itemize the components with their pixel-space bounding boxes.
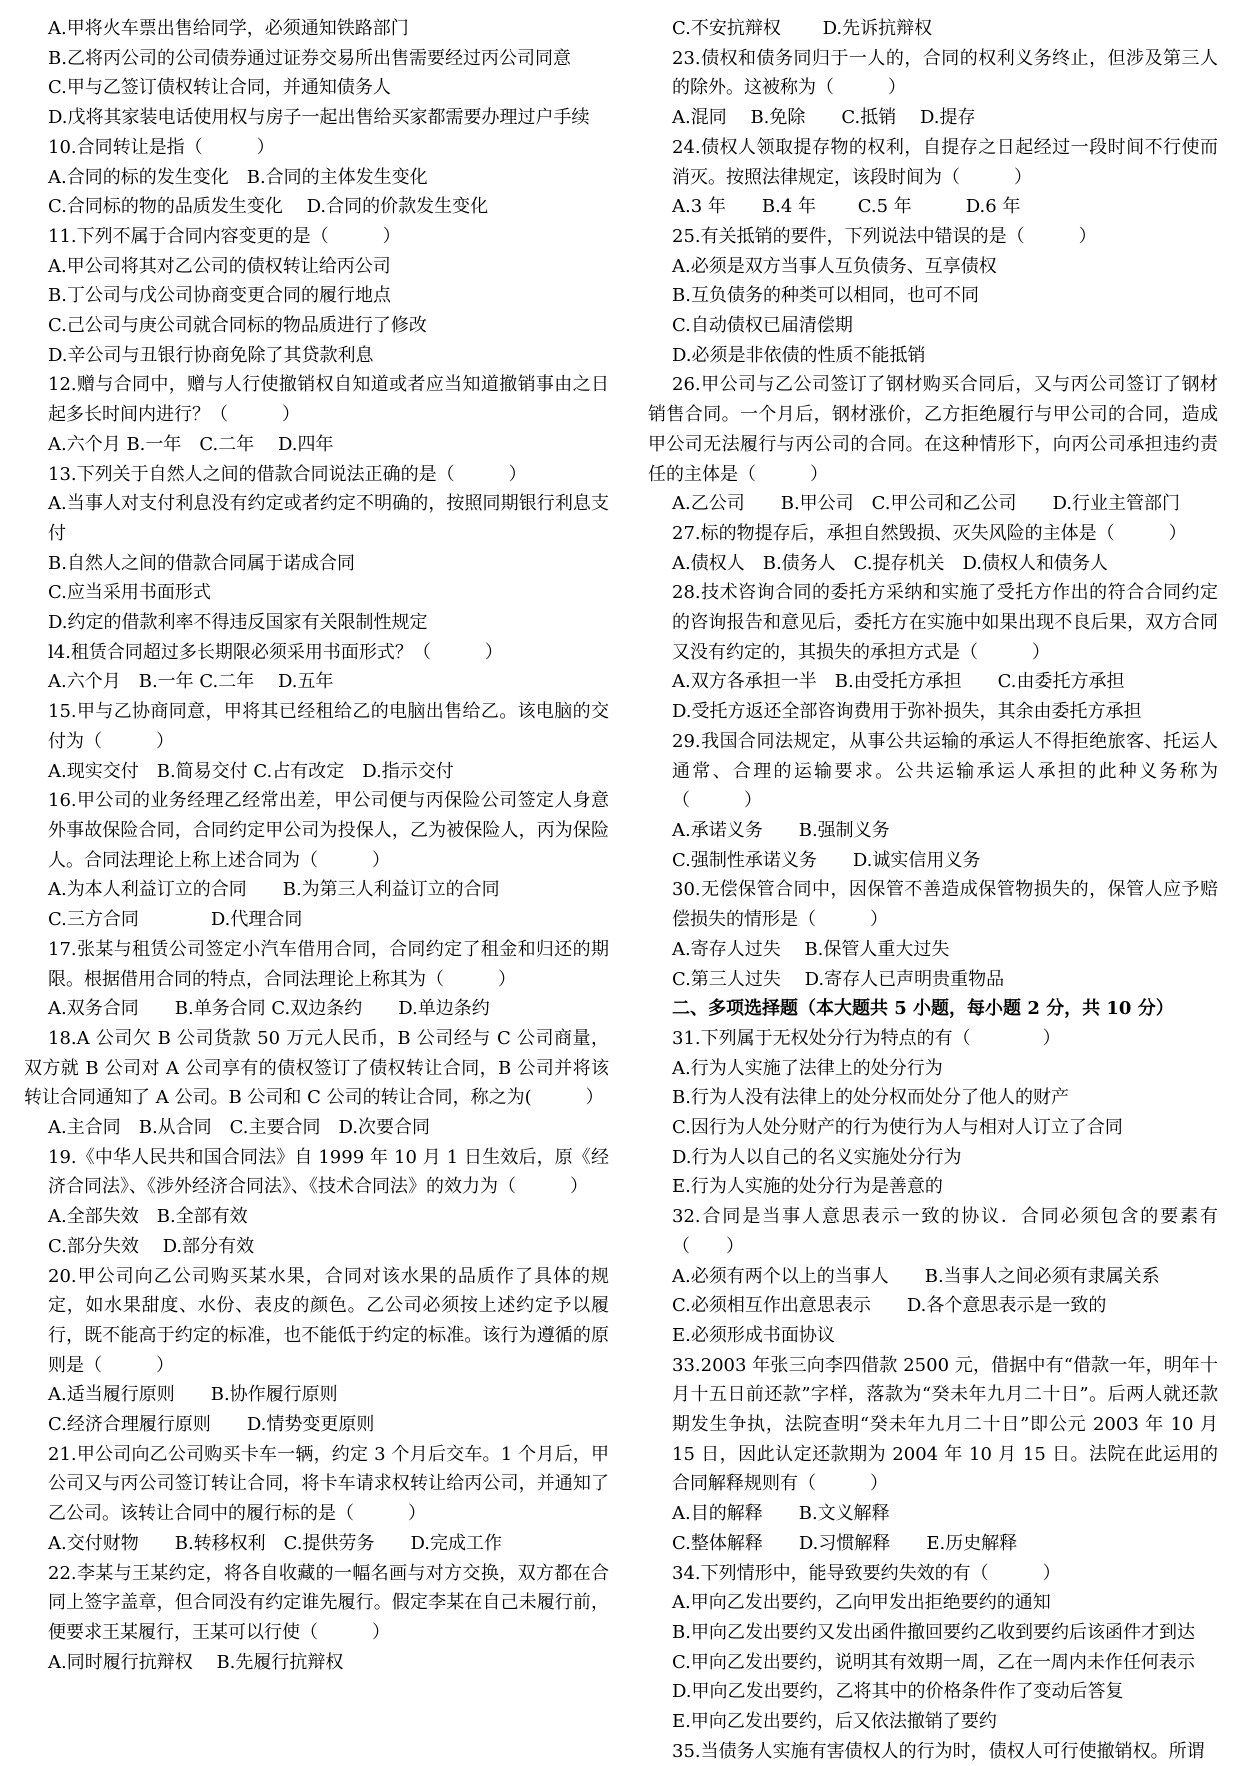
text-line: 20.甲公司向乙公司购买某水果，合同对该水果的品质作了具体的规定，如水果甜度、水份、表皮的颜色。乙公司必须按上述约定予以履行，既不能高于约定的标准，也不能低于约定的标准。该行为遵循的原则是（ ） (48, 1265, 609, 1376)
text-line: D.戊将其家装电话使用权与房子一起出售给买家都需要办理过户手续 (48, 107, 590, 129)
right-column (648, 14, 1218, 1766)
text-line: 29.我国合同法规定，从事公共运输的承运人不得拒绝旅客、托运人通常、合理的运输要求。公共运输承运人承担的此种义务称为（ ） (672, 730, 1218, 812)
text-line: D.行为人以自己的名义实施处分行为 (672, 1146, 962, 1168)
text-line: 23.债权和债务同归于一人的，合同的权利义务终止，但涉及第三人的除外。这被称为（ ） (672, 47, 1218, 99)
text-line: 33.2003 年张三向李四借款 2500 元，借据中有“借款一年，明年十月十五日前还款”字样，落款为“癸未年九月二十日”。后两人就还款期发生争执，法院查明“癸未年九月二十日”即公元 2003 年 10 月 15 日，因此认定还款期为 2004 年 10 月 15 日。法院在此运用的合同解释规则有（ ） (672, 1354, 1218, 1495)
text-line: C.经济合理履行原则 D.情势变更原则 (48, 1414, 375, 1436)
text-line: 21.甲公司向乙公司购买卡车一辆，约定 3 个月后交车。1 个月后，甲公司又与丙公司签订转让合同，将卡车请求权转让给丙公司，并通知了乙公司。该转让合同中的履行标的是（ ） (48, 1443, 609, 1525)
text-line: C.强制性承诺义务 D.诚实信用义务 (672, 849, 981, 871)
text-line: A.行为人实施了法律上的处分行为 (672, 1057, 943, 1079)
text-line: C.必须相互作出意思表示 D.各个意思表示是一致的 (672, 1295, 1107, 1317)
text-line: 32.合同是当事人意思表示一致的协议．合同必须包含的要素有（ ） (672, 1206, 1218, 1257)
text-line: C.部分失效 D.部分有效 (48, 1235, 255, 1257)
text-line: E.行为人实施的处分行为是善意的 (672, 1176, 943, 1198)
text-line: A.现实交付 B.简易交付 C.占有改定 D.指示交付 (48, 760, 454, 782)
text-line: A.寄存人过失 B.保管人重大过失 (672, 938, 950, 960)
text-line: D.受托方返还全部咨询费用于弥补损失，其余由委托方承担 (672, 701, 1142, 723)
text-line: 18.A 公司欠 B 公司货款 50 万元人民币，B 公司经与 C 公司商量，双方就 B 公司对 A 公司享有的债权签订了债权转让合同，B 公司并将该转让合同通知了 A 公司。B 公司和 C 公司的转让合同，称之为( ） (24, 1027, 609, 1109)
text-line: A.债权人 B.债务人 C.提存机关 D.债权人和债务人 (672, 552, 1109, 574)
text-line: 13.下列关于自然人之间的借款合同说法正确的是（ ） (48, 463, 527, 485)
text-line: A.必须有两个以上的当事人 B.当事人之间必须有隶属关系 (672, 1265, 1160, 1287)
text-line: C.应当采用书面形式 (48, 582, 211, 604)
text-line: A.3 年 B.4 年 C.5 年 D.6 年 (672, 196, 1021, 218)
text-line: C.合同标的物的品质发生变化 D.合同的价款发生变化 (48, 196, 489, 218)
text-line: C.甲与乙签订债权转让合同，并通知债务人 (48, 77, 391, 99)
text-line: A.双务合同 B.单务合同 C.双边条约 D.单边条约 (48, 998, 490, 1020)
text-line: A.为本人利益订立的合同 B.为第三人利益订立的合同 (48, 879, 500, 901)
text-line: B.行为人没有法律上的处分权而处分了他人的财产 (672, 1087, 1069, 1109)
text-line: 25.有关抵销的要件，下列说法中错误的是（ ） (672, 225, 1097, 247)
text-line: 30.无偿保管合同中，因保管不善造成保管物损失的，保管人应予赔偿损失的情形是（ ） (672, 879, 1218, 931)
text-line: A.交付财物 B.转移权利 C.提供劳务 D.完成工作 (48, 1532, 503, 1554)
text-line: 35.当债务人实施有害债权人的行为时，债权人可行使撤销权。所谓 (672, 1740, 1205, 1762)
text-line: 31.下列属于无权处分行为特点的有（ ） (672, 1027, 1061, 1049)
text-line: A.甲公司将其对乙公司的债权转让给丙公司 (48, 255, 391, 277)
text-line: 16.甲公司的业务经理乙经常出差，甲公司便与丙保险公司签定人身意外事故保险合同，合同约定甲公司为投保人，乙为被保险人，丙为保险人。合同法理论上称上述合同为（ ） (48, 790, 609, 871)
text-line: 28.技术咨询合同的委托方采纳和实施了受托方作出的符合合同约定的咨询报告和意见后，委托方在实施中如果出现不良后果，双方合同又没有约定的，其损失的承担方式是（ ） (672, 582, 1218, 663)
text-line: C.己公司与庚公司就合同标的物品质进行了修改 (48, 315, 427, 337)
text-line: 19.《中华人民共和国合同法》自 1999 年 10 月 1 日生效后，原《经济合同法》、《涉外经济合同法》、《技术合同法》的效力为（ ） (48, 1146, 609, 1198)
left-column (24, 14, 609, 1677)
text-line: A.双方各承担一半 B.由受托方承担 C.由委托方承担 (672, 671, 1125, 693)
text-line: A.六个月 B.一年 C.二年 D.五年 (48, 671, 334, 693)
text-line: 11.下列不属于合同内容变更的是（ ） (48, 225, 401, 247)
text-line: A.主合同 B.从合同 C.主要合同 D.次要合同 (48, 1117, 431, 1139)
text-line: A.六个月 B.一年 C.二年 D.四年 (48, 433, 334, 455)
text-line: E.甲向乙发出要约，后又依法撤销了要约 (672, 1711, 997, 1733)
text-line: C.三方合同 D.代理合同 (48, 909, 303, 931)
text-line: A.甲向乙发出要约，乙向甲发出拒绝要约的通知 (672, 1592, 1051, 1614)
text-line: C.第三人过失 D.寄存人已声明贵重物品 (672, 968, 1005, 990)
text-line: 10.合同转让是指（ ） (48, 136, 275, 158)
text-line: 22.李某与王某约定，将各自收藏的一幅名画与对方交换，双方都在合同上签字盖章，但合同没有约定谁先履行。假定李某在自己未履行前，便要求王某履行，王某可以行使（ ） (48, 1562, 609, 1643)
text-line: B.互负债务的种类可以相同，也可不同 (672, 285, 979, 307)
text-line: 24.债权人领取提存物的权利，自提存之日起经过一段时间不行使而消灭。按照法律规定，该段时间为（ ） (672, 136, 1218, 188)
text-line: D.约定的借款利率不得违反国家有关限制性规定 (48, 612, 428, 634)
text-line: 15.甲与乙协商同意，甲将其已经租给乙的电脑出售给乙。该电脑的交付为（ ） (48, 701, 609, 752)
text-line: l4.租赁合同超过多长期限必须采用书面形式？（ ） (48, 641, 503, 663)
text-line: D.辛公司与丑银行协商免除了其贷款利息 (48, 344, 374, 366)
text-line: A.合同的标的发生变化 B.合同的主体发生变化 (48, 166, 428, 188)
text-line: A.同时履行抗辩权 B.先履行抗辩权 (48, 1651, 344, 1673)
text-line: A.甲将火车票出售给同学，必须通知铁路部门 (48, 18, 409, 39)
text-line: 26.甲公司与乙公司签订了钢材购买合同后，又与丙公司签订了钢材销售合同。一个月后，钢材涨价，乙方拒绝履行与甲公司的合同，造成甲公司无法履行与丙公司的合同。在这种情形下，向丙公司承担违约责任的主体是（ ） (648, 374, 1218, 485)
text-line: E.必须形成书面协议 (672, 1324, 835, 1346)
text-line: B.自然人之间的借款合同属于诺成合同 (48, 552, 355, 574)
text-line: 34.下列情形中，能导致要约失效的有（ ） (672, 1562, 1061, 1584)
text-line: D.甲向乙发出要约，乙将其中的价格条件作了变动后答复 (672, 1681, 1124, 1703)
text-line: A.全部失效 B.全部有效 (48, 1206, 248, 1228)
text-line: C.因行为人处分财产的行为使行为人与相对人订立了合同 (672, 1117, 1123, 1139)
text-line: A.适当履行原则 B.协作履行原则 (48, 1384, 338, 1406)
text-line: C.整体解释 D.习惯解释 E.历史解释 (672, 1532, 1018, 1554)
text-line: 17.张某与租赁公司签定小汽车借用合同，合同约定了租金和归还的期限。根据借用合同的特点，合同法理论上称其为（ ） (48, 938, 609, 990)
text-line: A.混同 B.免除 C.抵销 D.提存 (672, 107, 976, 129)
text-line: 27.标的物提存后，承担自然毁损、灭失风险的主体是（ ） (672, 522, 1187, 544)
text-line: C.甲向乙发出要约，说明其有效期一周，乙在一周内未作任何表示 (672, 1651, 1195, 1673)
text-line: A.承诺义务 B.强制义务 (672, 819, 890, 841)
text-line: B.乙将丙公司的公司债券通过证券交易所出售需要经过丙公司同意 (48, 47, 571, 69)
text-line: D.必须是非依债的性质不能抵销 (672, 344, 926, 366)
text-line: A.目的解释 B.文义解释 (672, 1503, 890, 1525)
section-heading: 二、多项选择题（本大题共 5 小题，每小题 2 分，共 10 分） (672, 998, 1174, 1020)
text-line: B.甲向乙发出要约又发出函件撤回要约乙收到要约后该函件才到达 (672, 1621, 1195, 1643)
text-line: 12.赠与合同中，赠与人行使撤销权自知道或者应当知道撤销事由之日起多长时间内进行？（ ） (48, 374, 609, 426)
text-line: A.当事人对支付利息没有约定或者约定不明确的，按照同期银行利息支付 (48, 493, 609, 544)
text-line: C.自动债权已届清偿期 (672, 315, 853, 337)
text-line: A.乙公司 B.甲公司 C.甲公司和乙公司 D.行业主管部门 (672, 493, 1181, 515)
text-line: C.不安抗辩权 D.先诉抗辩权 (672, 18, 933, 39)
text-line: B.丁公司与戊公司协商变更合同的履行地点 (48, 285, 391, 307)
text-line: A.必须是双方当事人互负债务、互享债权 (672, 255, 997, 277)
